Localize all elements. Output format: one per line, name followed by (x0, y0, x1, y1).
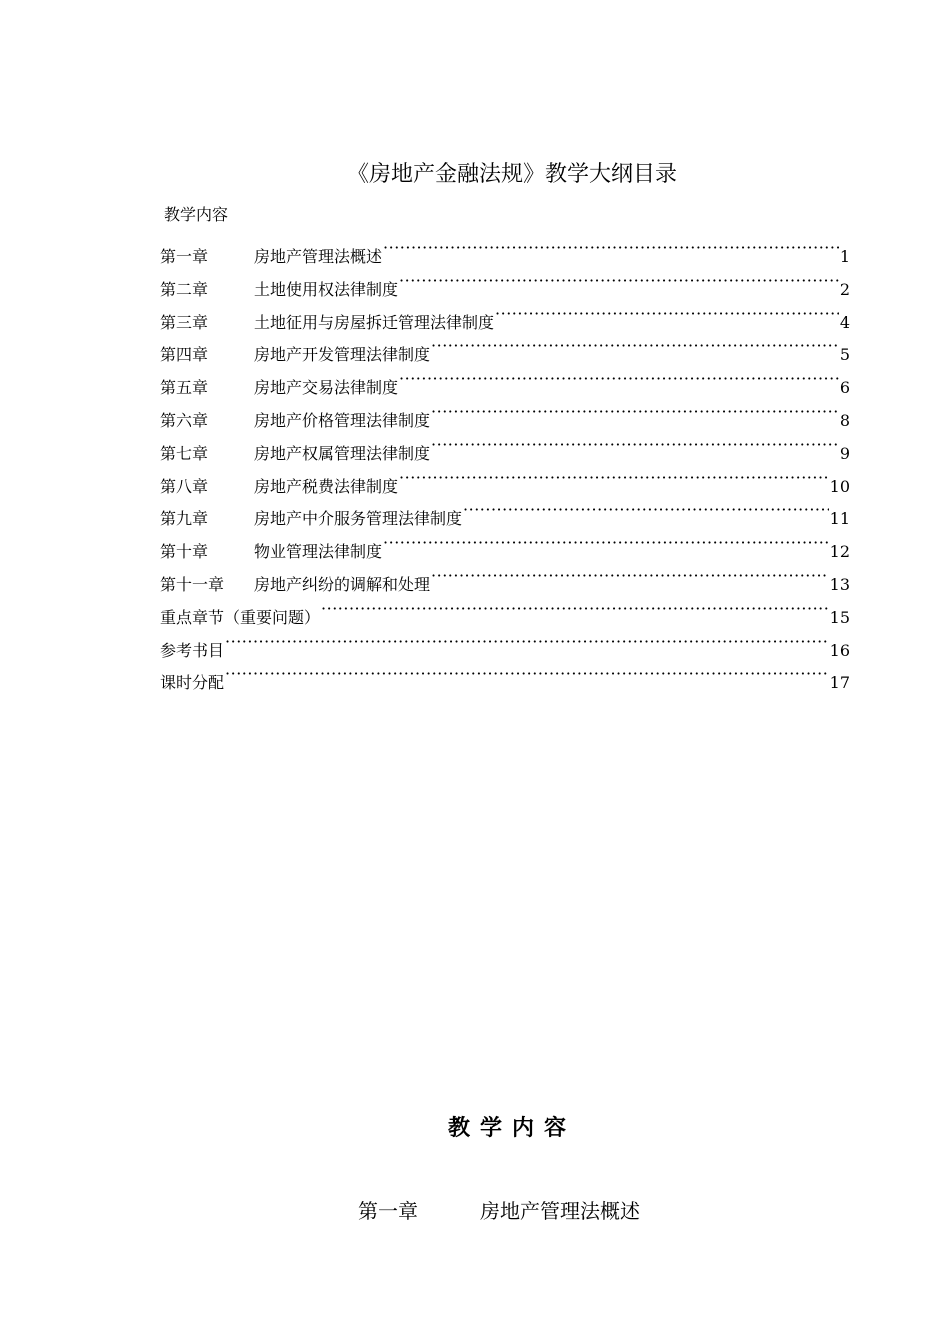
toc-entry[interactable] (160, 464, 850, 497)
section-title: 教学内容 (447, 1116, 576, 1141)
toc-dot-leader (399, 267, 839, 295)
toc-chapter-number: 第六章 (160, 410, 209, 430)
toc-dot-leader (399, 464, 829, 492)
toc-page-number: 15 (829, 607, 850, 627)
toc-entry[interactable] (160, 234, 850, 267)
toc-entry[interactable] (160, 332, 850, 365)
toc-entry-title: 房地产税费法律制度 (254, 476, 399, 496)
toc-dot-leader (225, 628, 829, 656)
toc-entry[interactable] (160, 595, 850, 628)
toc-dot-leader (225, 660, 829, 688)
toc-entry[interactable] (160, 398, 850, 431)
toc-entry[interactable] (160, 628, 850, 661)
toc-chapter-number: 第九章 (160, 509, 209, 529)
toc-page-number: 9 (839, 443, 850, 463)
toc-entry-title: 房地产开发管理法律制度 (254, 345, 431, 365)
toc-entry[interactable] (160, 562, 850, 595)
chapter-heading-title: 房地产管理法概述 (480, 1199, 640, 1223)
chapter-heading (358, 1196, 640, 1226)
toc-dot-leader (383, 234, 839, 262)
toc-page-number: 10 (829, 476, 850, 496)
toc-entry[interactable] (160, 267, 850, 300)
toc-dot-leader (431, 562, 829, 590)
toc-chapter-number: 第四章 (160, 345, 209, 365)
toc-chapter-number: 第十章 (160, 542, 209, 562)
toc-entry-title: 课时分配 (160, 673, 225, 693)
toc-chapter-number: 第十一章 (160, 574, 225, 594)
chapter-heading-number: 第一章 (358, 1199, 418, 1223)
toc-page-number: 5 (839, 345, 850, 365)
toc-entry[interactable] (160, 660, 850, 693)
toc-entry-title: 重点章节（重要问题） (160, 607, 321, 627)
toc-entry-title: 房地产权属管理法律制度 (254, 443, 431, 463)
toc-page-number: 13 (829, 574, 850, 594)
toc-page-number: 2 (839, 279, 850, 299)
toc-page-number: 8 (839, 410, 850, 430)
toc-entry[interactable] (160, 431, 850, 464)
toc-entry[interactable] (160, 365, 850, 398)
toc-entry-title: 房地产交易法律制度 (254, 378, 399, 398)
toc-dot-leader (431, 332, 839, 360)
toc-page-number: 17 (829, 673, 850, 693)
toc-dot-leader (463, 496, 829, 524)
toc-chapter-number: 第七章 (160, 443, 209, 463)
toc-entry-title: 土地使用权法律制度 (254, 279, 399, 299)
toc-page-number: 16 (829, 640, 850, 660)
toc-entry-title: 参考书目 (160, 640, 225, 660)
toc-page-number: 6 (839, 378, 850, 398)
toc-dot-leader (495, 300, 839, 328)
toc-page-number: 11 (829, 509, 850, 529)
toc-entry-title: 土地征用与房屋拆迁管理法律制度 (254, 312, 495, 332)
toc-chapter-number: 第八章 (160, 476, 209, 496)
toc-entry-title: 房地产中介服务管理法律制度 (254, 509, 463, 529)
toc-entry[interactable] (160, 496, 850, 529)
toc-chapter-number: 第一章 (160, 247, 209, 266)
toc-entry-title: 物业管理法律制度 (254, 542, 383, 562)
table-of-contents (160, 234, 850, 693)
toc-dot-leader (431, 398, 839, 426)
toc-heading: 教学内容 (164, 205, 229, 224)
toc-entry[interactable] (160, 529, 850, 562)
toc-page-number: 4 (839, 312, 850, 332)
toc-chapter-number: 第三章 (160, 312, 209, 332)
page-title: 《房地产金融法规》教学大纲目录 (346, 162, 677, 187)
toc-entry[interactable] (160, 300, 850, 333)
toc-chapter-number: 第二章 (160, 279, 209, 299)
toc-chapter-number: 第五章 (160, 378, 209, 398)
toc-entry-title: 房地产管理法概述 (254, 247, 383, 266)
toc-dot-leader (321, 595, 829, 623)
toc-dot-leader (399, 365, 839, 393)
toc-entry-title: 房地产价格管理法律制度 (254, 410, 431, 430)
toc-dot-leader (431, 431, 839, 459)
toc-page-number: 12 (829, 542, 850, 562)
toc-dot-leader (383, 529, 829, 557)
toc-entry-title: 房地产纠纷的调解和处理 (254, 574, 431, 594)
toc-page-number: 1 (839, 247, 850, 266)
